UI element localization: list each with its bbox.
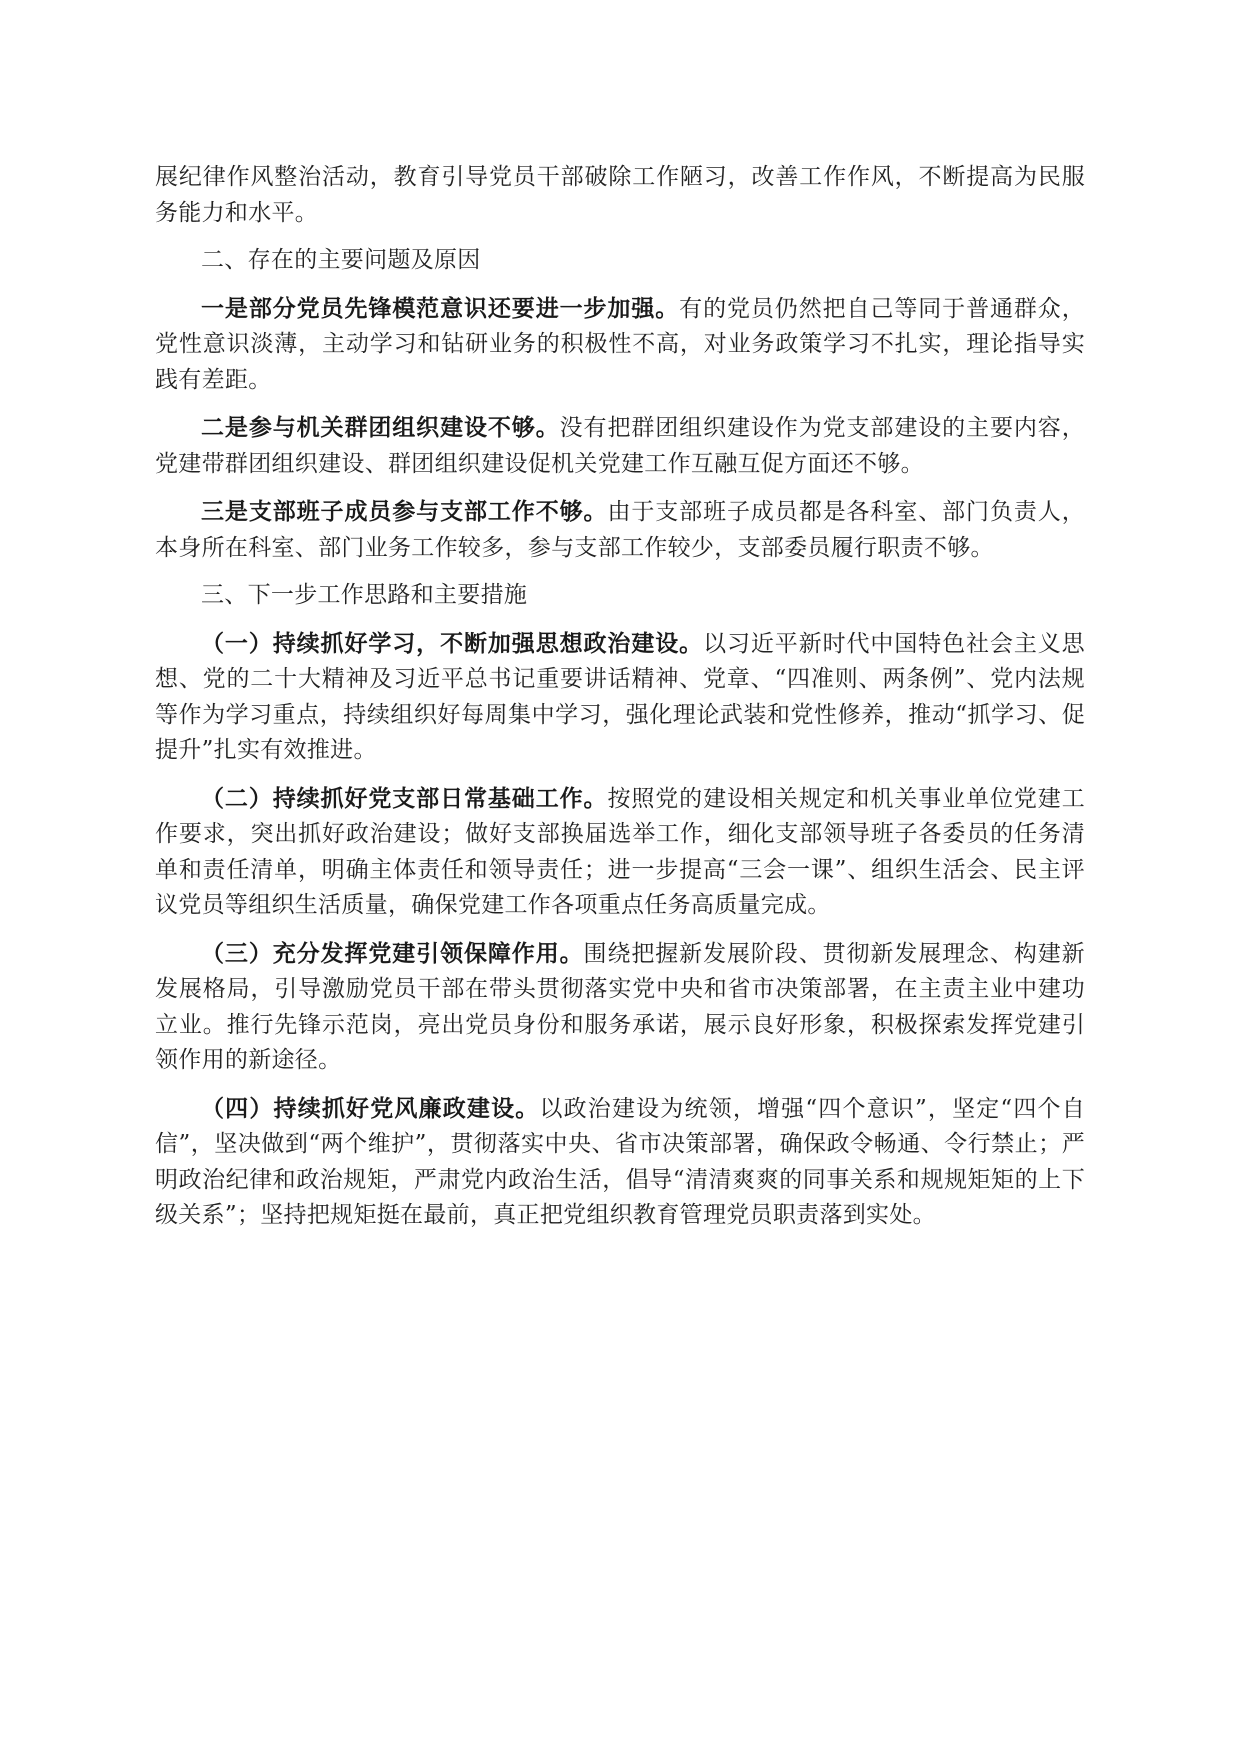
measure-paragraph bbox=[155, 781, 1085, 924]
paragraph-lead: （一）持续抓好学习，不断加强思想政治建设。 bbox=[201, 629, 704, 657]
measure-paragraph bbox=[155, 936, 1085, 1079]
section-heading-text: 二、存在的主要问题及原因 bbox=[201, 247, 481, 273]
measure-paragraph bbox=[155, 1091, 1085, 1234]
section-heading-text: 三、下一步工作思路和主要措施 bbox=[201, 582, 528, 608]
problem-paragraph bbox=[155, 410, 1085, 482]
document-body bbox=[155, 160, 1085, 1246]
paragraph-lead: （二）持续抓好党支部日常基础工作。 bbox=[201, 784, 608, 812]
paragraph-body: 围绕把握新发展阶段、贯彻新发展理念、构建新发展格局，引导激励党员干部在带头贯彻落实党中央和省市决策部署，在主责主业中建功立业。推行先锋示范岗，亮出党员身份和服务承诺，展示良好形象，积极探索发挥党建引领作用的新途径。 bbox=[155, 940, 1085, 1073]
problem-paragraph bbox=[155, 494, 1085, 566]
problem-paragraph bbox=[155, 291, 1085, 399]
paragraph-lead: （四）持续抓好党风廉政建设。 bbox=[201, 1094, 540, 1122]
measure-paragraph bbox=[155, 626, 1085, 769]
paragraph-body: 以习近平新时代中国特色社会主义思想、党的二十大精神及习近平总书记重要讲话精神、党章、“四准则、两条例”、党内法规等作为学习重点，持续组织好每周集中学习，强化理论武装和党性修养，推动“抓学习、促提升”扎实有效推进。 bbox=[155, 630, 1085, 763]
paragraph-lead: （三）充分发挥党建引领保障作用。 bbox=[201, 939, 584, 967]
intro-paragraph bbox=[155, 160, 1085, 231]
paragraph-body: 按照党的建设相关规定和机关事业单位党建工作要求，突出抓好政治建设；做好支部换届选举工作，细化支部领导班子各委员的任务清单和责任清单，明确主体责任和领导责任；进一步提高“三会一课”、组织生活会、民主评议党员等组织生活质量，确保党建工作各项重点任务高质量完成。 bbox=[155, 785, 1085, 918]
paragraph-lead: 三是支部班子成员参与支部工作不够。 bbox=[201, 498, 608, 525]
paragraph-body: 有的党员仍然把自己等同于普通群众，党性意识淡薄，主动学习和钻研业务的积极性不高，对业务政策学习不扎实，理论指导实践有差距。 bbox=[155, 295, 1086, 393]
paragraph-lead: 二是参与机关群团组织建设不够。 bbox=[201, 414, 560, 441]
paragraph-lead: 一是部分党员先锋模范意识还要进一步加强。 bbox=[201, 294, 680, 322]
intro-text: 展纪律作风整治活动，教育引导党员干部破除工作陋习，改善工作作风，不断提高为民服务能力和水平。 bbox=[155, 164, 1085, 226]
paragraph-body: 以政治建设为统领，增强“四个意识”，坚定“四个自信”，坚决做到“两个维护”，贯彻落实中央、省市决策部署，确保政令畅通、令行禁止；严明政治纪律和政治规矩，严肃党内政治生活，倡导“清清爽爽的同事关系和规规矩矩的上下级关系”；坚持把规矩挺在最前，真正把党组织教育管理党员职责落到实处。 bbox=[155, 1095, 1085, 1228]
paragraph-body: 没有把群团组织建设作为党支部建设的主要内容，党建带群团组织建设、群团组织建设促机关党建工作互融互促方面还不够。 bbox=[155, 415, 1085, 477]
section-heading-measures bbox=[155, 578, 1085, 614]
section-heading-problems bbox=[155, 243, 1085, 279]
paragraph-body: 由于支部班子成员都是各科室、部门负责人，本身所在科室、部门业务工作较多，参与支部工作较少，支部委员履行职责不够。 bbox=[155, 499, 1085, 561]
